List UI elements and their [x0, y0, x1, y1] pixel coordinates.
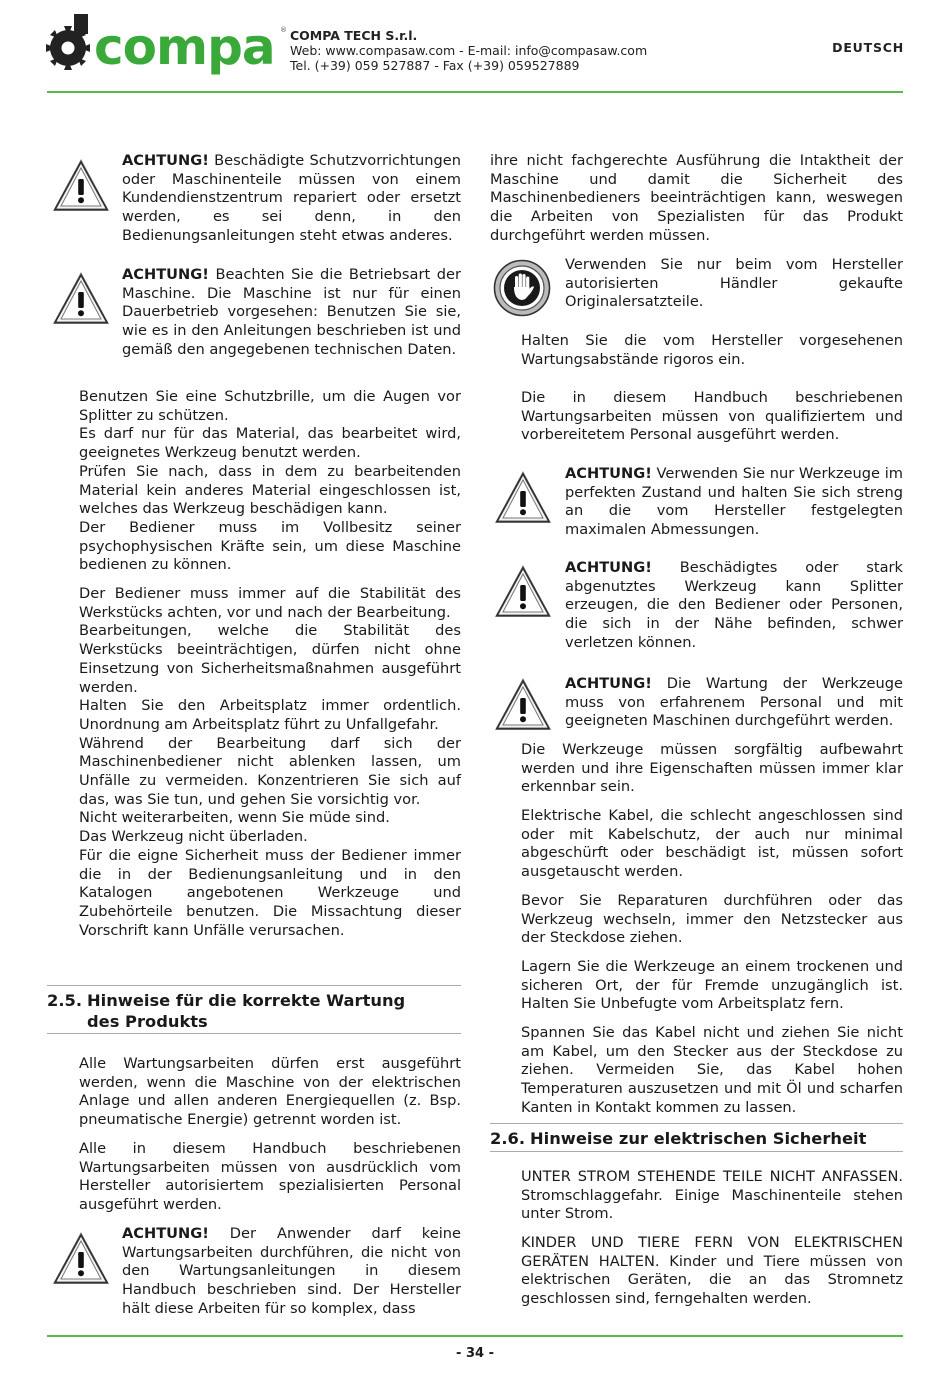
- right-paragraph: Bevor Sie Reparaturen durchführen oder das Werkzeug wechseln, immer den Netzstecker aus der Steckdose ziehen.: [521, 892, 903, 947]
- right-paragraph: Elektrische Kabel, die schlecht angeschlossen sind oder mit Kabelschutz, der auch nur minimal abgeschürft oder beschädigt ist, müssen sofort ausgetauscht werden.: [521, 807, 903, 881]
- left-paragraph-group-1: [79, 388, 461, 575]
- warning-icon: [51, 270, 111, 326]
- right-paragraph: UNTER STROM STEHENDE TEILE NICHT ANFASSEN. Stromschlaggefahr. Einige Maschinenteile stehen unter Strom.: [521, 1168, 903, 1223]
- left-paragraph: Alle Wartungsarbeiten dürfen erst ausgeführt werden, wenn die Maschine von der elektrischen Anlage und allen anderen Energiequellen (z. Bsp. pneumatische Energie) getrennt worden ist.: [79, 1055, 461, 1129]
- paragraph: Bearbeitungen, welche die Stabilität des Werkstücks beeinträchtigen, dürfen nicht ohne Einsetzung von Sicherheitsmaßnahmen ausgeführt werden.: [79, 622, 461, 696]
- warning-label: ACHTUNG!: [565, 675, 652, 692]
- left-paragraph-group-2: [79, 585, 461, 940]
- paragraph: Das Werkzeug nicht überladen.: [79, 828, 308, 846]
- right-stop-note: Verwenden Sie nur beim vom Hersteller autorisierten Händler gekaufte Originalersatzteile.: [565, 256, 903, 311]
- left-warning-1: [122, 152, 461, 246]
- section-rule-bottom: [47, 1033, 461, 1034]
- paragraph: Während der Bearbeitung darf sich der Maschinenbediener nicht ablenken lassen, um Unfälle zu vermeiden. Konzentrieren Sie sich auf das, was Sie tun, und gehen Sie vorsichtig vor.: [79, 734, 461, 808]
- right-paragraph: Halten Sie die vom Hersteller vorgesehenen Wartungsabstände rigoros ein.: [521, 332, 903, 368]
- section-rule-top: [47, 985, 461, 986]
- section-number: 2.5.: [47, 991, 83, 1010]
- paragraph: Benutzen Sie eine Schutzbrille, um die Augen vor Splitter zu schützen.: [79, 388, 461, 424]
- paragraph: Es darf nur für das Material, das bearbeitet wird, geeignetes Werkzeug benutzt werden.: [79, 425, 461, 462]
- section-title-line: Hinweise zur elektrischen Sicherheit: [530, 1129, 867, 1148]
- section-rule-bottom: [490, 1151, 903, 1152]
- company-name: COMPA TECH S.r.l.: [290, 28, 418, 43]
- warning-icon: [493, 676, 553, 732]
- section-number: 2.6.: [490, 1129, 526, 1148]
- warning-label: ACHTUNG!: [122, 1225, 209, 1242]
- language-label: DEUTSCH: [832, 40, 904, 55]
- right-paragraph: Die in diesem Handbuch beschriebenen Wartungsarbeiten müssen von qualifiziertem und vorbereitetem Personal ausgeführt werden.: [521, 389, 903, 444]
- paragraph: Für die eigne Sicherheit muss der Bediener immer die in der Bedienungsanleitung und in den Katalogen angebotenen Werkzeuge und Zubehörteile benutzen. Die Missachtung dieser Vorschrift kann Unfälle verursachen.: [79, 846, 461, 939]
- section-rule-top: [490, 1123, 903, 1124]
- paragraph: Prüfen Sie nach, dass in dem zu bearbeitenden Material kein anderes Material eingeschlossen ist, welches das Werkzeug beschädigen kann.: [79, 462, 461, 518]
- svg-text:®: ®: [280, 26, 287, 34]
- compa-logo: [44, 12, 287, 78]
- right-warning-1: [565, 465, 903, 540]
- warning-icon: [51, 157, 111, 213]
- right-paragraph: Lagern Sie die Werkzeuge an einem trockenen und sicheren Ort, der für Fremde unzugänglich ist. Halten Sie Unbefugte vom Arbeitsplatz fern.: [521, 958, 903, 1013]
- page-number: - 34 -: [456, 1346, 494, 1361]
- section-title-line: Hinweise für die korrekte Wartung: [87, 991, 406, 1010]
- right-paragraph: Die Werkzeuge müssen sorgfältig aufbewahrt werden und ihre Eigenschaften müssen immer klar erkennbar sein.: [521, 741, 903, 796]
- company-web-email: Web: www.compasaw.com - E-mail: info@compasaw.com: [290, 43, 648, 58]
- section-title-line: des Produkts: [87, 1012, 208, 1031]
- warning-text: Beschädigtes oder stark abgenutztes Werkzeug kann Splitter erzeugen, die den Bediener oder Personen, die sich in der Nähe befinden, schwer verletzen können.: [565, 559, 903, 651]
- logo-wordmark: compa: [94, 18, 275, 76]
- section-2-6-heading: [490, 1128, 903, 1149]
- header-rule: [47, 91, 903, 93]
- warning-text: Beschädigte Schutzvorrichtungen oder Maschinenteile müssen von einem Kundendienstzentrum repariert oder ersetzt werden, es sei denn, in den Bedienungsanleitungen steht etwas anderes.: [122, 152, 461, 244]
- right-warning-3: [565, 675, 903, 731]
- left-paragraph: Alle in diesem Handbuch beschriebenen Wartungsarbeiten müssen von ausdrücklich vom Hersteller autorisiertem spezialisierten Personal ausgeführt werden.: [79, 1140, 461, 1214]
- warning-label: ACHTUNG!: [565, 465, 652, 482]
- company-phone-fax: Tel. (+39) 059 527887 - Fax (+39) 059527889: [290, 58, 580, 73]
- paragraph: Der Bediener muss immer auf die Stabilität des Werkstücks achten, vor und nach der Bearbeitung.: [79, 585, 461, 621]
- paragraph: Der Bediener muss im Vollbesitz seiner psychophysischen Kräfte sein, um diese Maschine bedienen zu können.: [79, 518, 461, 574]
- footer-rule: [47, 1335, 903, 1337]
- paragraph: Halten Sie den Arbeitsplatz immer ordentlich. Unordnung am Arbeitsplatz führt zu Unfallgefahr.: [79, 697, 461, 733]
- warning-icon: [51, 1230, 111, 1286]
- right-paragraph: KINDER UND TIERE FERN VON ELEKTRISCHEN GERÄTEN HALTEN. Kinder und Tiere müssen von elektrischen Geräten, die an das Stromnetz geschlossen sind, ferngehalten werden.: [521, 1234, 903, 1308]
- right-warning-2: [565, 559, 903, 653]
- section-2-5-heading: [47, 990, 461, 1032]
- left-warning-3: [122, 1225, 461, 1319]
- warning-label: ACHTUNG!: [122, 152, 209, 169]
- right-continued-text: ihre nicht fachgerechte Ausführung die Intaktheit der Maschine und damit die Sicherheit des Maschinenbedieners beeinträchtigen kann, weswegen die Arbeiten von Spezialisten für das Produkt durchgeführt werden müssen.: [490, 152, 903, 244]
- left-warning-2: [122, 266, 461, 360]
- company-info: [290, 28, 647, 73]
- warning-icon: [493, 563, 553, 619]
- paragraph: Nicht weiterarbeiten, wenn Sie müde sind.: [79, 809, 390, 827]
- page-header: [0, 0, 950, 96]
- stop-hand-icon: [493, 259, 551, 317]
- right-paragraph: Spannen Sie das Kabel nicht und ziehen Sie nicht am Kabel, um den Stecker aus der Steckdose zu ziehen. Vermeiden Sie, das Kabel hohen Temperaturen auszusetzen und mit Öl und scharfen Kanten in Kontakt kommen zu lassen.: [521, 1024, 903, 1116]
- warning-label: ACHTUNG!: [122, 266, 209, 283]
- warning-text: Die Wartung der Werkzeuge muss von erfahrenem Personal und mit geeigneten Maschinen durchgeführt werden.: [565, 675, 903, 730]
- warning-text: Beachten Sie die Betriebsart der Maschine. Die Maschine ist nur für einen Dauerbetrieb vorgesehen: Benutzen Sie sie, wie es in den Anleitungen beschrieben ist und gemäß den angegebenen technischen Daten.: [122, 266, 461, 358]
- warning-label: ACHTUNG!: [565, 559, 652, 576]
- warning-text: Der Anwender darf keine Wartungsarbeiten durchführen, die nicht von den Wartungsanleitungen in diesem Handbuch beschrieben sind. Der Hersteller hält diese Arbeiten für so komplex, dass: [122, 1225, 461, 1317]
- warning-text: Verwenden Sie nur Werkzeuge im perfekten Zustand und halten Sie sich streng an die vom Hersteller festgelegten maximalen Abmessungen.: [565, 465, 903, 539]
- warning-icon: [493, 469, 553, 525]
